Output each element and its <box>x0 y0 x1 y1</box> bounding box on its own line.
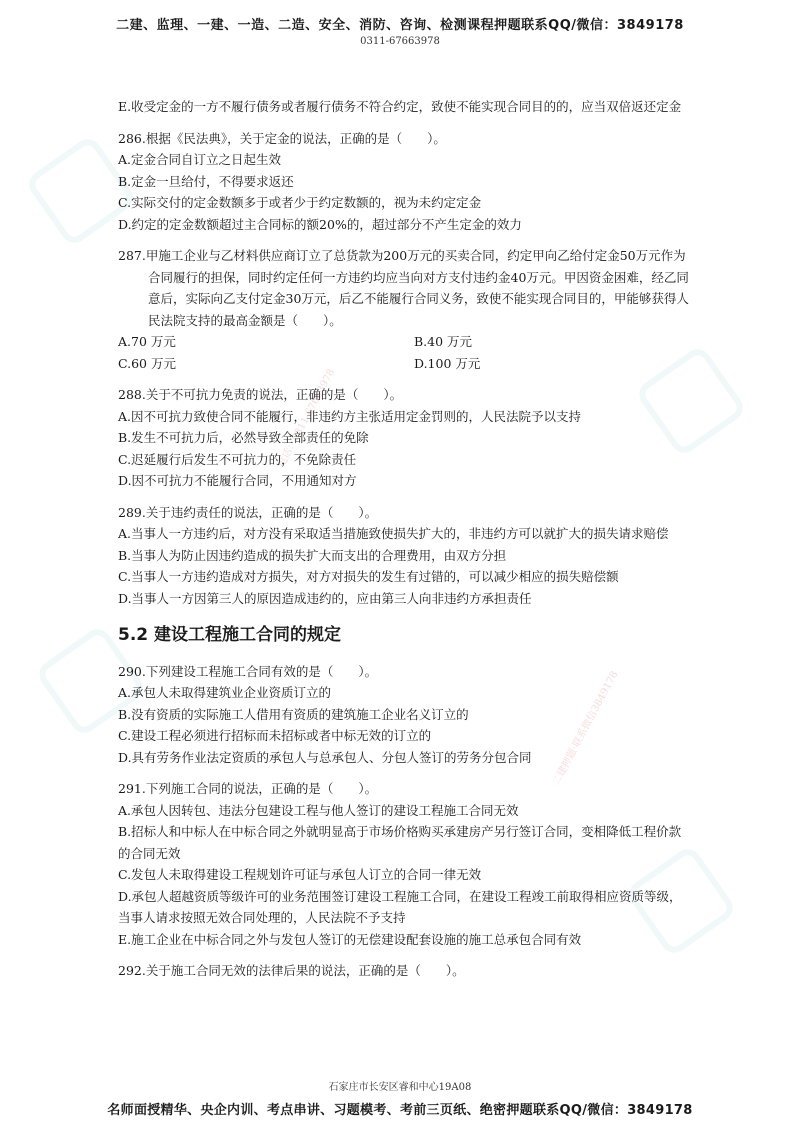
answer-option: B.没有资质的实际施工人借用有资质的建筑施工企业名义订立的 <box>118 706 469 722</box>
question-block <box>118 384 690 492</box>
question-stem: 289.关于违约责任的说法，正确的是（ ）。 <box>118 504 378 520</box>
page-header <box>0 14 800 47</box>
question-stem: 291.下列施工合同的说法，正确的是（ ）。 <box>118 781 378 796</box>
question-block <box>118 778 690 950</box>
answer-option: C.建设工程必须进行招标而未招标或者中标无效的订立的 <box>118 728 432 743</box>
answer-option: D.具有劳务作业法定资质的承包人与总承包人、分包人签订的劳务分包合同 <box>118 749 532 765</box>
answer-option: A.70 万元 <box>118 334 176 349</box>
question-stem: 288.关于不可抗力免责的说法，正确的是（ ）。 <box>118 387 403 402</box>
answer-option: A.承包人未取得建筑业企业资质订立的 <box>118 685 332 700</box>
answer-option: A.当事人一方违约后，对方没有采取适当措施致使损失扩大的，非违约方可以就扩大的损失请求赔偿 <box>118 526 669 541</box>
answer-option: A.定金合同自订立之日起生效 <box>118 152 282 167</box>
question-stem: 292.关于施工合同无效的法律后果的说法，正确的是（ ）。 <box>118 963 465 978</box>
answer-option: B.40 万元 <box>414 334 473 349</box>
footer-address: 石家庄市长安区睿和中心19A08 <box>328 1082 472 1093</box>
answer-option: C.迟延履行后发生不可抗力的，不免除责任 <box>118 451 357 467</box>
section-title: 5.2 建设工程施工合同的规定 <box>118 625 342 645</box>
watermark-stamp: 二建押题·联系微信3849178 <box>550 669 621 788</box>
answer-options-grid <box>118 331 690 374</box>
header-phone: 0311-67663978 <box>360 36 440 47</box>
answer-option: B.当事人为防止因违约造成的损失扩大而支出的合理费用，由双方分担 <box>118 547 507 563</box>
question-block <box>118 96 690 118</box>
question-block <box>118 128 690 236</box>
answer-option: C.60 万元 <box>118 355 176 371</box>
answer-option: B.发生不可抗力后，必然导致全部责任的免除 <box>118 430 369 445</box>
header-title: 二建、监理、一建、一造、二造、安全、消防、咨询、检测课程押题联系QQ/微信：3849178 <box>116 18 684 33</box>
answer-option: D.约定的定金数额超过主合同标的额20%的，超过部分不产生定金的效力 <box>118 216 522 232</box>
page-footer <box>0 1078 800 1118</box>
answer-option: E.施工企业在中标合同之外与发包人签订的无偿建设配套设施的施工总承包合同有效 <box>118 931 582 947</box>
watermark-stamp: 电话：0311-67663978 <box>276 367 338 470</box>
answer-option: C.发包人未取得建设工程规划许可证与承包人订立的合同一律无效 <box>118 867 482 882</box>
question-block <box>118 245 690 374</box>
question-block <box>118 960 690 982</box>
answer-option: D.当事人一方因第三人的原因造成违约的，应由第三人向非违约方承担责任 <box>118 590 532 606</box>
question-stem: 286.根据《民法典》，关于定金的说法，正确的是（ ）。 <box>118 130 446 146</box>
answer-option: A.承包人因转包、违法分包建设工程与他人签订的建设工程施工合同无效 <box>118 802 519 818</box>
answer-option: D.100 万元 <box>414 355 481 371</box>
question-block <box>118 502 690 610</box>
question-stem: 290.下列建设工程施工合同有效的是（ ）。 <box>118 663 378 679</box>
answer-option: B.招标人和中标人在中标合同之外就明显高于市场价格购买承建房产另行签订合同，变相降低工程价款的合同无效 <box>118 824 682 861</box>
answer-option: C.实际交付的定金数额多于或者少于约定数额的，视为未约定定金 <box>118 195 482 210</box>
question-block <box>118 661 690 769</box>
answer-option: B.定金一旦给付，不得要求返还 <box>118 173 294 189</box>
question-stem: 287.甲施工企业与乙材料供应商订立了总货款为200万元的买卖合同，约定甲向乙给付定金50万元作为合同履行的担保，同时约定任何一方违约均应当向对方支付违约金40万元。甲因资金困难，经乙同意后，实际向乙支付定金30万元，后乙不能履行合同义务，致使不能实现合同目的，甲能够获得人民法院支持的最高金额是（ ）。 <box>118 248 689 328</box>
footer-title: 名师面授精华、央企内训、考点串讲、习题模考、考前三页纸、绝密押题联系QQ/微信：3849178 <box>107 1103 693 1118</box>
answer-option: D.因不可抗力不能履行合同，不用通知对方 <box>118 473 357 488</box>
question-stem: E.收受定金的一方不履行债务或者履行债务不符合约定，致使不能实现合同目的的，应当双倍返还定金 <box>118 99 682 114</box>
document-body <box>118 96 690 992</box>
answer-option: A.因不可抗力致使合同不能履行，非违约方主张适用定金罚则的，人民法院予以支持 <box>118 408 582 424</box>
answer-option: C.当事人一方违约造成对方损失，对方对损失的发生有过错的，可以减少相应的损失赔偿额 <box>118 569 619 584</box>
answer-option: D.承包人超越资质等级许可的业务范围签订建设工程施工合同，在建设工程竣工前取得相应资质等级，当事人请求按照无效合同处理的，人民法院不予支持 <box>118 888 682 925</box>
